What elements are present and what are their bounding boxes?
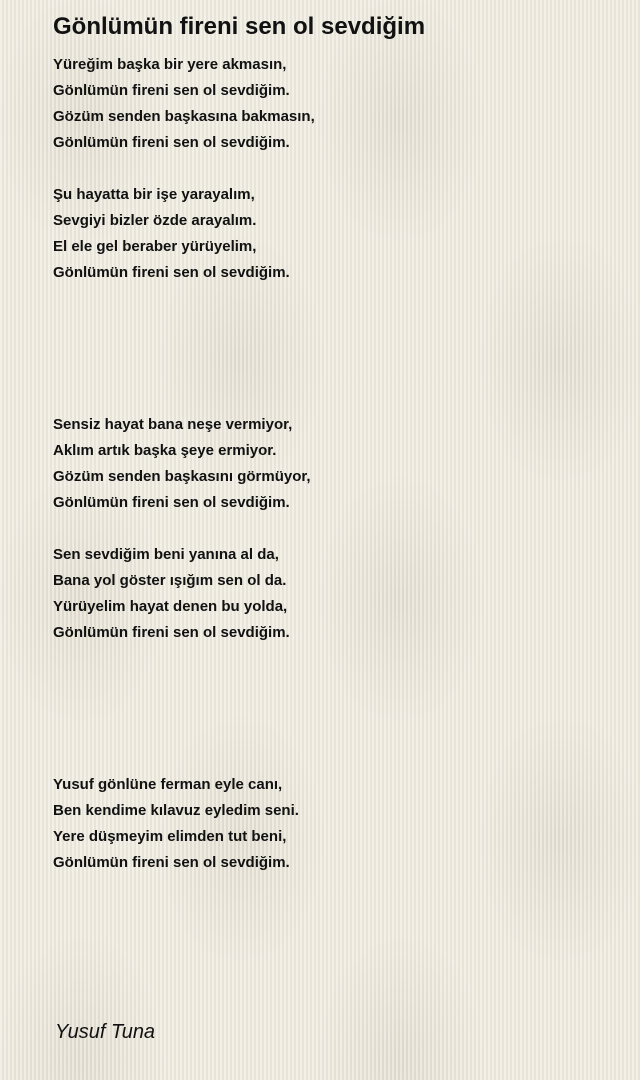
verse-line: Yere düşmeyim elimden tut beni,: [53, 828, 287, 845]
verse-line: Sen sevdiğim beni yanına al da,: [53, 546, 279, 563]
verse-line: El ele gel beraber yürüyelim,: [53, 238, 257, 255]
stanza-2: [53, 182, 290, 286]
verse-line: Bana yol göster ışığım sen ol da.: [53, 572, 287, 589]
verse-line: Ben kendime kılavuz eyledim seni.: [53, 802, 299, 819]
stanza-1: [53, 52, 315, 156]
verse-line: Gönlümün fireni sen ol sevdiğim.: [53, 264, 290, 281]
verse-line: Gönlümün fireni sen ol sevdiğim.: [53, 134, 290, 151]
stanza-5: [53, 772, 299, 876]
stanza-4: [53, 542, 290, 646]
verse-line: Gönlümün fireni sen ol sevdiğim.: [53, 494, 290, 511]
verse-line: Aklım artık başka şeye ermiyor.: [53, 442, 277, 459]
poem-author: Yusuf Tuna: [55, 1021, 156, 1043]
verse-line: Gönlümün fireni sen ol sevdiğim.: [53, 624, 290, 641]
verse-line: Yusuf gönlüne ferman eyle canı,: [53, 776, 283, 793]
verse-line: Şu hayatta bir işe yarayalım,: [53, 186, 255, 203]
verse-line: Yüreğim başka bir yere akmasın,: [53, 56, 287, 73]
stanza-3: [53, 412, 311, 516]
verse-line: Gözüm senden başkasını görmüyor,: [53, 468, 311, 485]
verse-line: Yürüyelim hayat denen bu yolda,: [53, 598, 288, 615]
verse-line: Sevgiyi bizler özde arayalım.: [53, 212, 257, 229]
verse-line: Gönlümün fireni sen ol sevdiğim.: [53, 82, 290, 99]
verse-line: Gözüm senden başkasına bakmasın,: [53, 108, 315, 125]
verse-line: Gönlümün fireni sen ol sevdiğim.: [53, 854, 290, 871]
poem-title: Gönlümün fireni sen ol sevdiğim: [53, 13, 426, 40]
verse-line: Sensiz hayat bana neşe vermiyor,: [53, 416, 293, 433]
